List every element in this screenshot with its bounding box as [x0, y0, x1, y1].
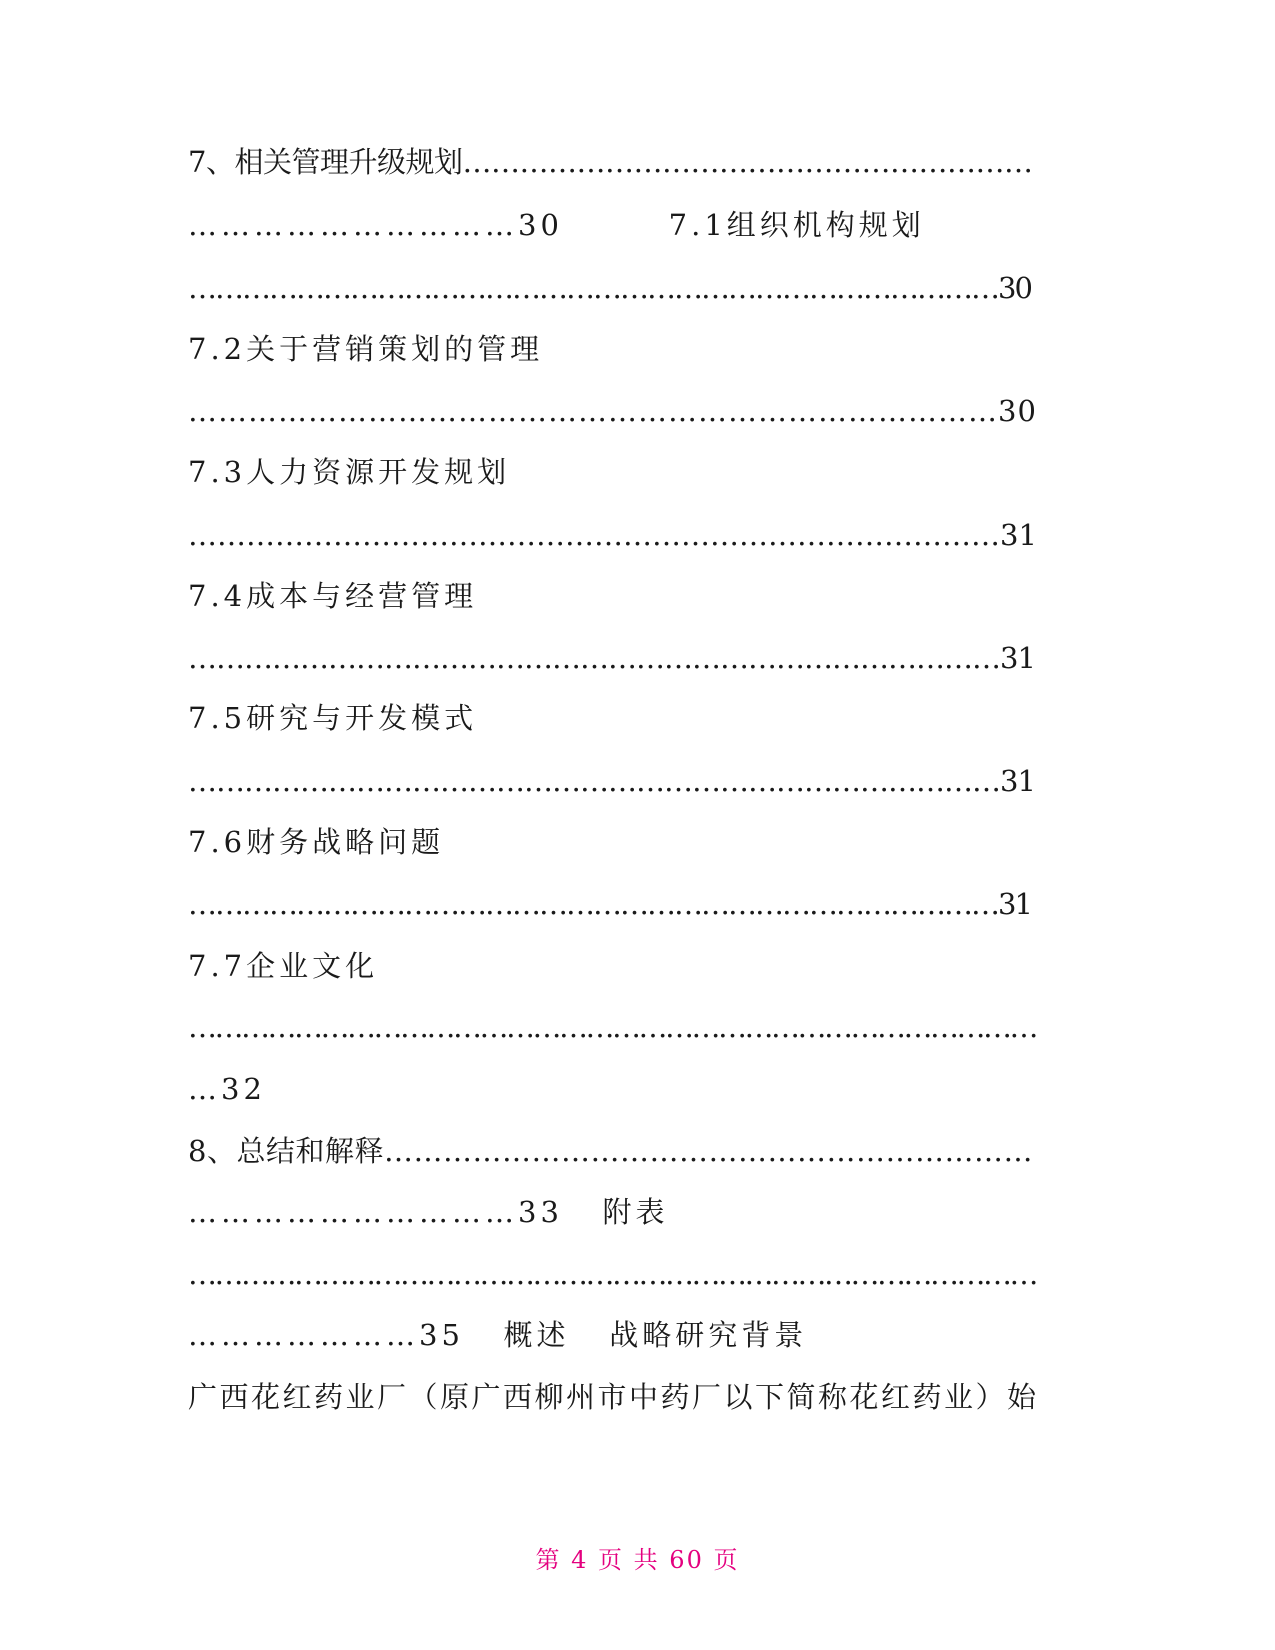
- toc-line-7: …………………………………………………………………………31: [188, 518, 1037, 552]
- toc-line-1: 7、相关管理升级规划……………………………………………………: [188, 145, 1033, 179]
- toc-line-8: 7.4成本与经营管理: [188, 579, 478, 613]
- body-paragraph-start: 广西花红药业厂（原广西柳州市中药厂以下简称花红药业）始: [188, 1380, 1039, 1414]
- toc-line-12: 7.6财务战略问题: [188, 825, 445, 859]
- toc-line-17: 8、总结和解释…………………………………………………………: [188, 1134, 1033, 1168]
- toc-line-5: ………………………………………………………………………30: [188, 394, 1037, 428]
- toc-line-3: ………………………………………………………………………………30: [188, 271, 1031, 305]
- toc-line-2: …………………………30 7.1组织机构规划: [188, 208, 925, 242]
- toc-line-16: …32: [188, 1072, 266, 1106]
- toc-line-6: 7.3人力资源开发规划: [188, 455, 511, 489]
- toc-line-13: ………………………………………………………………………………31: [188, 887, 1031, 921]
- toc-line-9: ……………………………………………………………………………31: [188, 641, 1035, 675]
- toc-line-18: …………………………33 附表: [188, 1195, 669, 1229]
- toc-line-14: 7.7企业文化: [188, 949, 379, 983]
- toc-line-20: …………………35 概述 战略研究背景: [188, 1318, 808, 1352]
- toc-line-19: ……………………………………………………………………………………: [188, 1257, 1036, 1291]
- page-number-footer: 第 4 页 共 60 页: [535, 1546, 740, 1574]
- toc-line-15: ……………………………………………………………………………………: [188, 1010, 1036, 1044]
- toc-line-4: 7.2关于营销策划的管理: [188, 332, 544, 366]
- toc-line-11: ……………………………………………………………………………31: [188, 764, 1035, 798]
- toc-line-10: 7.5研究与开发模式: [188, 701, 478, 735]
